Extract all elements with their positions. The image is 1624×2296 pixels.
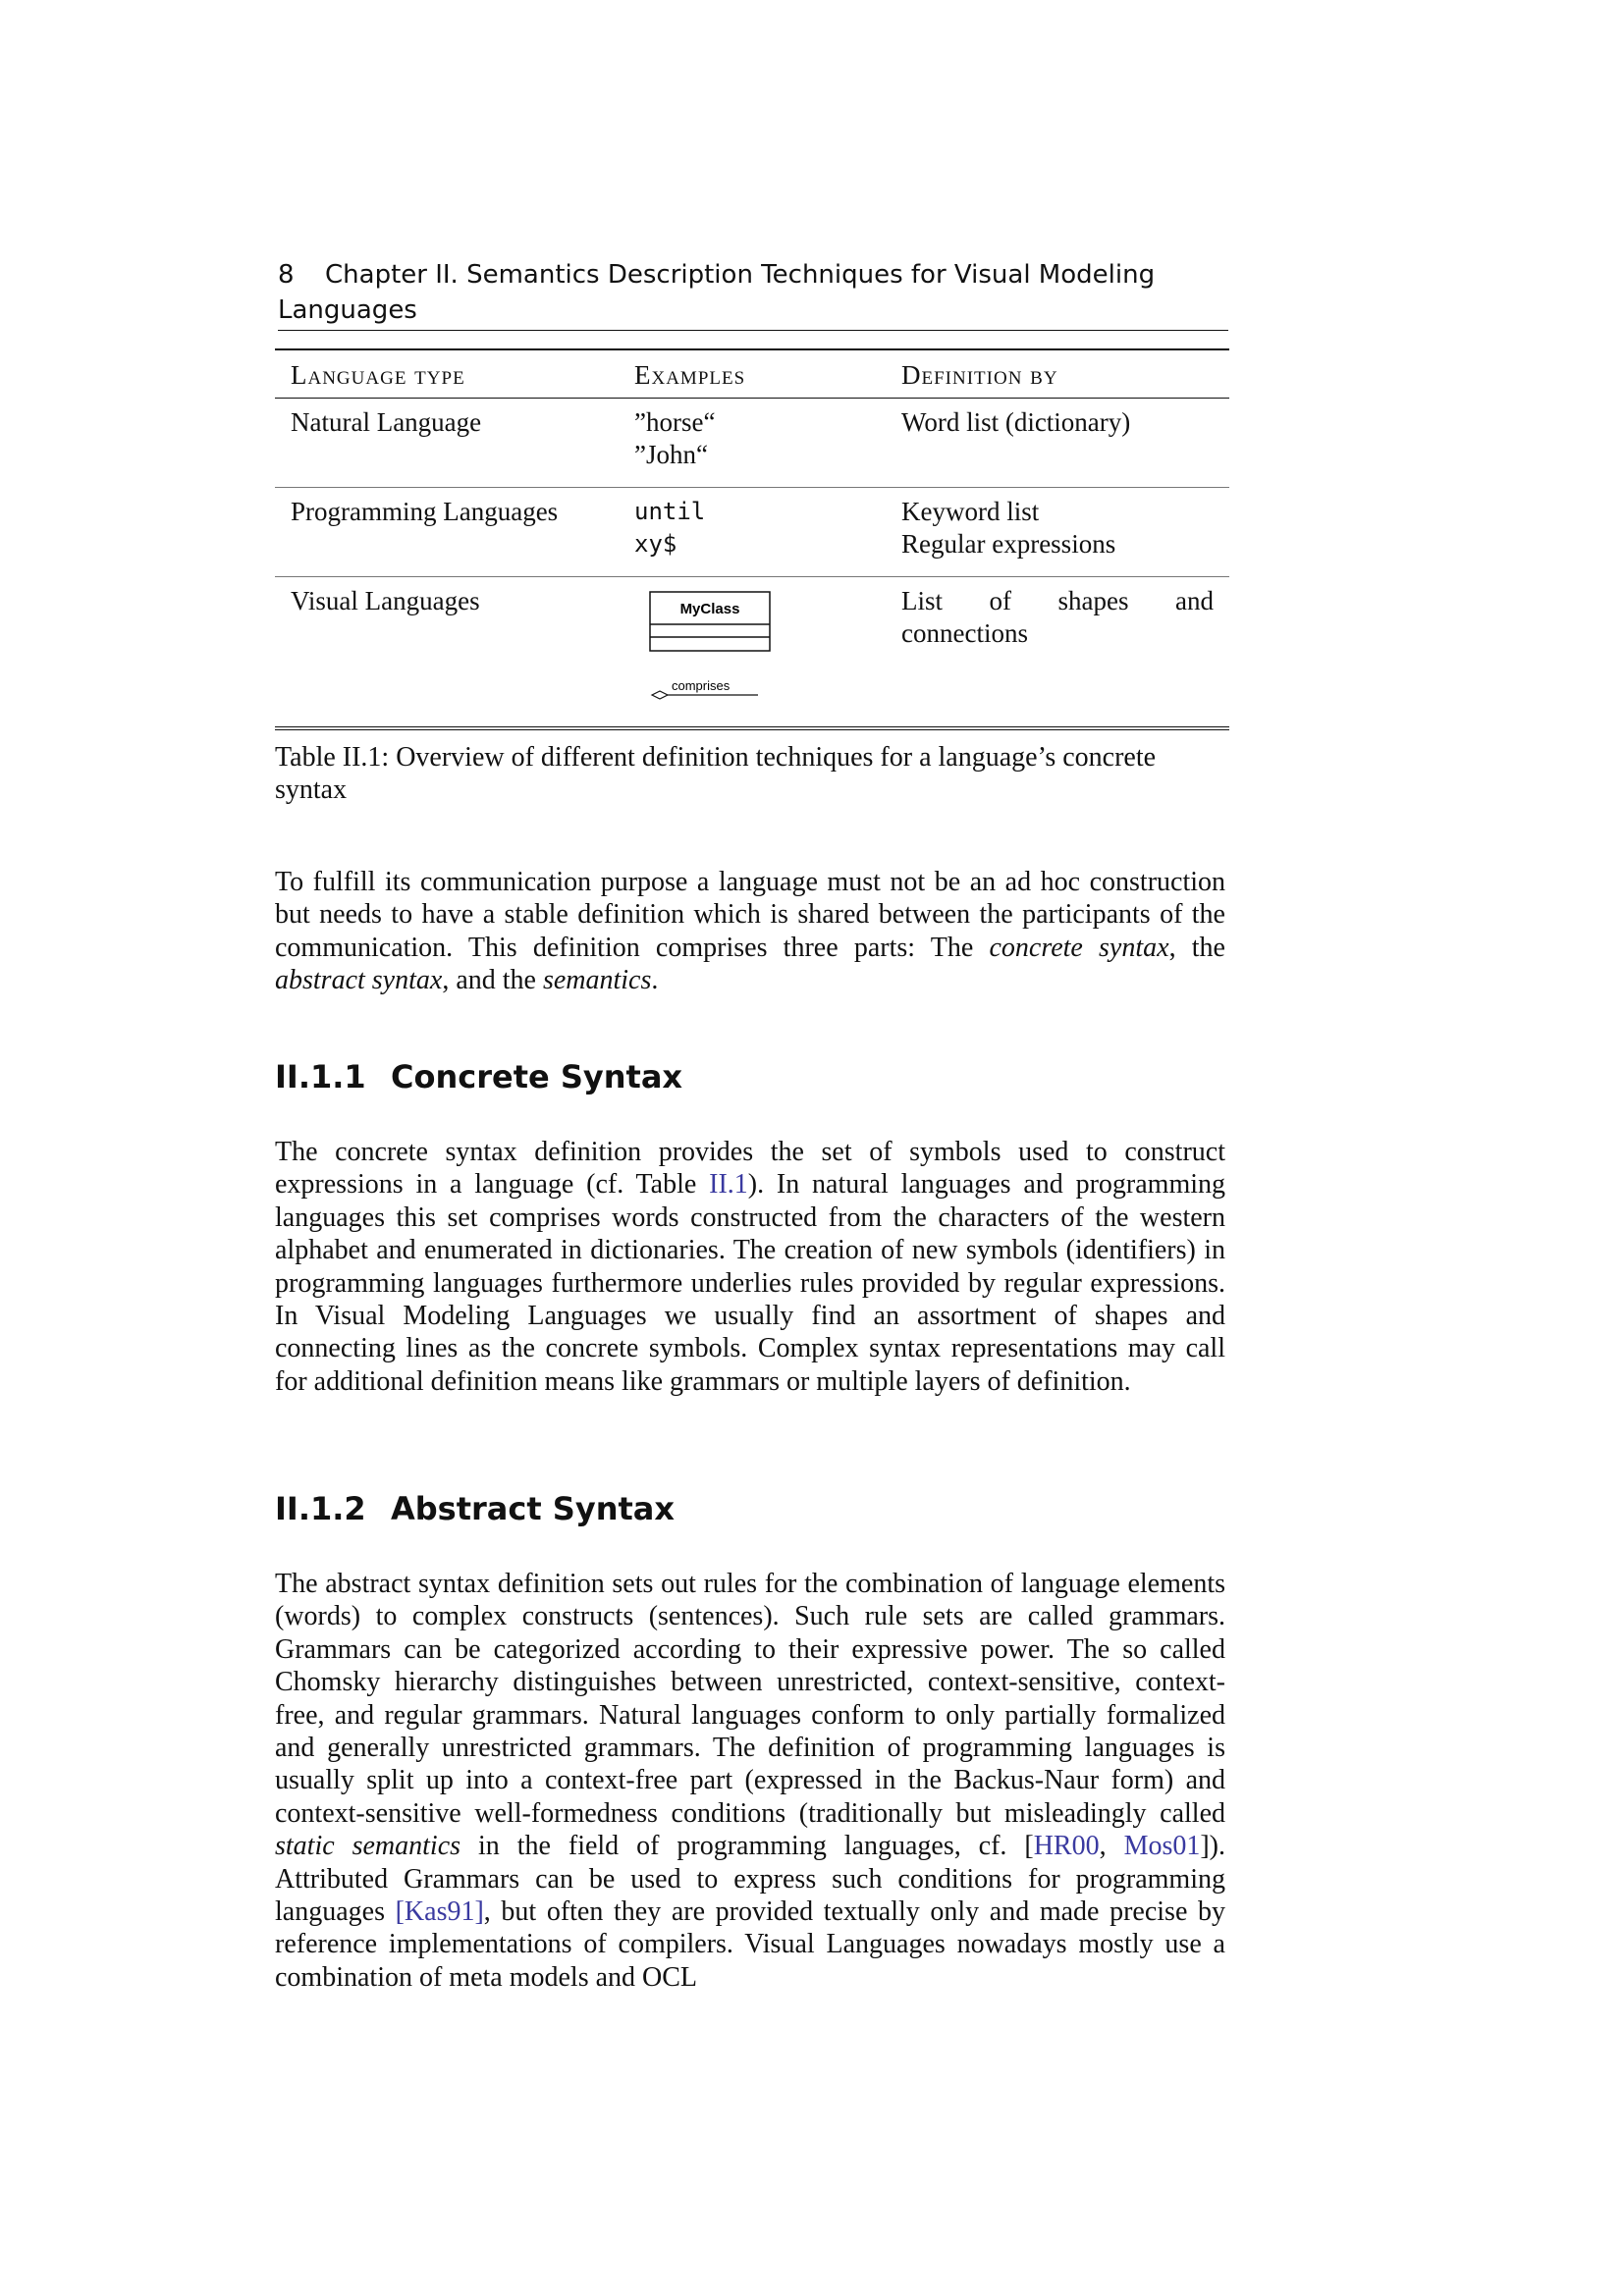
cell-definition: List of shapes and connections <box>886 577 1229 729</box>
section-number: II.1.2 <box>275 1490 366 1527</box>
page-number: 8 <box>278 260 295 290</box>
section-heading-concrete-syntax <box>275 1058 682 1095</box>
example-item: xy$ <box>634 530 677 558</box>
definition-item: Keyword list <box>901 497 1040 526</box>
aggregation-diamond-icon <box>652 691 668 699</box>
cell-definition <box>886 488 1229 577</box>
table-reference-link[interactable]: II.1 <box>709 1169 748 1201</box>
cell-type: Natural Language <box>275 399 619 488</box>
cell-type: Programming Languages <box>275 488 619 577</box>
cell-examples <box>619 577 886 729</box>
table-header-row <box>275 349 1229 399</box>
column-header-examples: Examples <box>619 349 886 399</box>
example-item: until <box>634 498 706 525</box>
uml-class-name: MyClass <box>679 601 740 617</box>
section-heading-abstract-syntax <box>275 1490 675 1527</box>
citation-link[interactable]: [Kas91] <box>395 1896 484 1928</box>
table-row <box>275 577 1229 729</box>
definition-item: Regular expressions <box>901 529 1116 559</box>
concrete-syntax-paragraph: The concrete syntax definition provides the set of symbols used to construct expressions in a language (cf. Table II.1). In natural languages and programming languages this set comprises words constructed from the characters of the western alphabet and enumerated in dictionaries. The creation of new symbols (identifiers) in programming languages furthermore underlies rules provided by regular expressions. In Visual Modeling Languages we usually find an assortment of shapes and connecting lines as the concrete symbols. Complex syntax representations may call for additional definition means like grammars or multiple layers of definition. <box>275 1137 1226 1397</box>
overview-table <box>275 348 1229 730</box>
cell-definition: Word list (dictionary) <box>886 399 1229 488</box>
column-header-language-type: Language type <box>275 349 619 399</box>
table-row <box>275 399 1229 488</box>
emphasis: concrete syntax <box>989 932 1169 963</box>
cell-examples <box>619 399 886 488</box>
intro-paragraph: To fulfill its communication purpose a language must not be an ad hoc construction but needs to have a stable definition which is shared between the participants of the communication. This definition comprises three parts: The concrete syntax, the abstract syntax, and the semantics. <box>275 867 1225 996</box>
citation-link[interactable]: Mos01 <box>1123 1831 1201 1862</box>
section-number: II.1.1 <box>275 1058 366 1095</box>
section-title: Abstract Syntax <box>391 1490 676 1527</box>
cell-type: Visual Languages <box>275 577 619 729</box>
citation-link[interactable]: HR00 <box>1033 1831 1100 1862</box>
table-caption: Table II.1: Overview of different definition techniques for a language’s concrete syntax <box>275 742 1157 805</box>
cell-examples <box>619 488 886 577</box>
section-title: Concrete Syntax <box>391 1058 683 1095</box>
example-item: ”John“ <box>634 440 708 469</box>
association-label: comprises <box>672 678 731 693</box>
abstract-syntax-paragraph: The abstract syntax definition sets out rules for the combination of language elements (words) to complex constructs (sentences). Such rule sets are called grammars. Grammars can be categorized according to their expressive power. The so called Chomsky hierarchy distinguishes between unrestricted, context-sensitive, context-free, and regular grammars. Natural languages conform to only partially formalized and generally unrestricted grammars. The definition of programming languages is usually split up into a context-free part (expressed in the Backus-Naur form) and context-sensitive well-formedness conditions (traditionally but misleadingly called static semantics in the field of programming languages, cf. [HR00, Mos01]). Attributed Grammars can be used to express such conditions for programming languages [Kas91], but often they are provided textually only and made precise by reference implementations of compilers. Visual Languages nowadays mostly use a combination of meta models and OCL <box>275 1569 1226 1993</box>
uml-example-diagram <box>634 585 782 703</box>
emphasis: semantics <box>542 965 652 996</box>
column-header-definition-by: Definition by <box>886 349 1229 399</box>
emphasis: abstract syntax <box>275 965 443 996</box>
emphasis: static semantics <box>275 1831 461 1862</box>
table-row <box>275 488 1229 577</box>
chapter-title: Chapter II. Semantics Description Techniques for Visual Modeling Languages <box>278 260 1156 325</box>
running-header <box>278 257 1228 331</box>
example-item: ”horse“ <box>634 407 716 437</box>
